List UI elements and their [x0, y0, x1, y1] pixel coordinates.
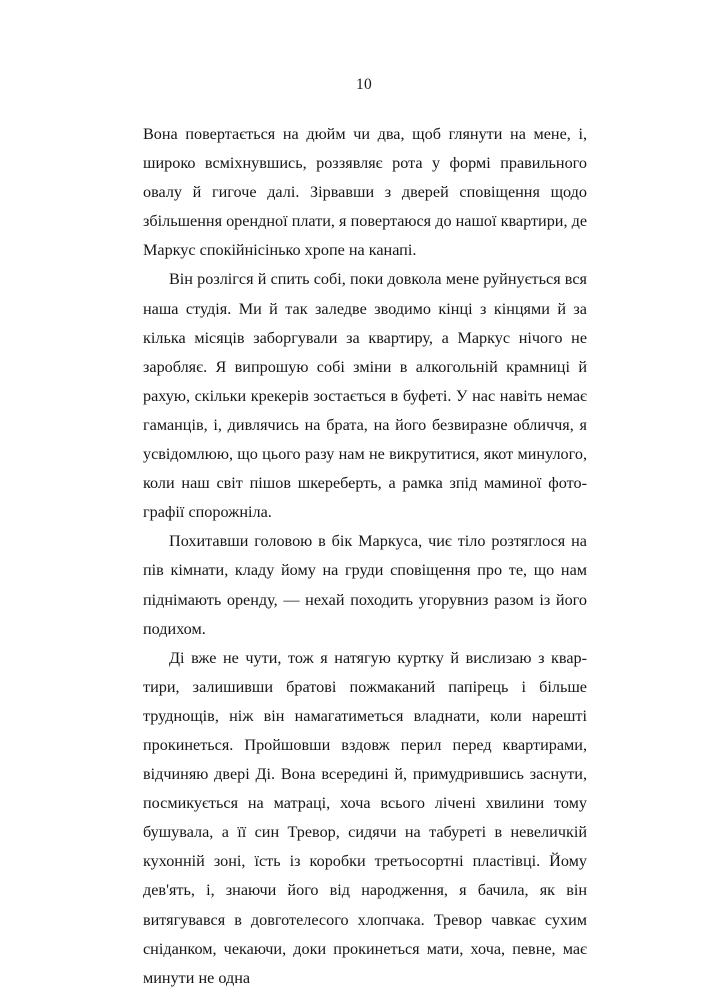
paragraph: Він розлігся й спить собі, поки довкола мене руйнується вся наша студія. Ми й так заледве зводимо кінці з кінцями й за кілька місяців заборгували за квартиру, а Маркус нічого не заробляє. Я випрошую собі зміни в алкогольній крамниці й рахую, скільки крекерів зостається в буфеті. У нас навіть немає гаманців, і, дивлячись на брата, на його безвиразне обличчя, я усвідомлюю, що цього разу нам не викрутитися, якот минулого, коли наш світ пішов шкереберть, а рамка зпід маминої фотографії спорожніла. [143, 270, 587, 522]
paragraph: Ді вже не чути, тож я натягую куртку й вислизаю з квартири, залишивши братові пожмаканий папірець і більше труднощів, ніж він намагатиметься владнати, коли нарешті прокинеться. Пройшовши вздовж перил перед квартирами, відчиняю двері Ді. Вона всередині й, примудрившись заснути, посмикується на матраці, хоча всього лічені хвилини тому бушувала, а її син Тревор, сидячи на табуреті в невеличкій кухонній зоні, їсть із коробки третьосортні пластівці. Йому дев'ять, і, знаючи його від народження, я бачила, як він витягувався в довготелесого хлопчака. Тревор чавкає сухим сніданком, чекаючи, доки прокинеться мати, хоча, певне, має минути не одна [143, 648, 587, 987]
paragraph: Вона повертається на дюйм чи два, щоб глянути на мене, і, широко всміхнувшись, роззявляє рота у формі правильного овалу й гигоче далі. Зірвавши з дверей сповіщення щодо збільшення орендної плати, я повертаюся до нашої квартири, де Маркус спокійнісінько хропе на канапі. [143, 125, 587, 260]
page-body-text [143, 120, 587, 993]
paragraph: Похитавши головою в бік Маркуса, чиє тіло розтяглося на пів кімнати, кладу йому на груди сповіщення про те, що нам піднімають оренду, — нехай походить угорувниз разом із його подихом. [143, 532, 587, 638]
page-number: 10 [356, 76, 372, 93]
